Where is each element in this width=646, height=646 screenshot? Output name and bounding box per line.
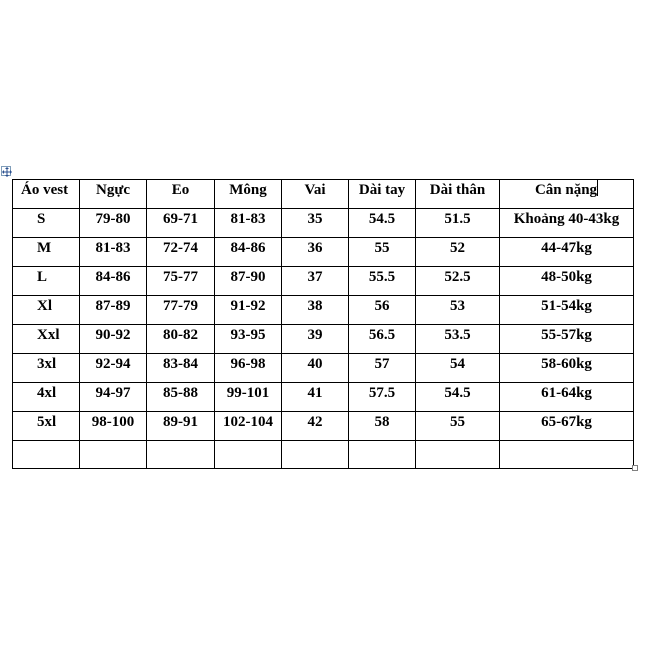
table-cell[interactable]: [282, 441, 349, 469]
table-cell[interactable]: 35: [282, 209, 349, 238]
table-cell[interactable]: 38: [282, 296, 349, 325]
table-cell[interactable]: 57.5: [349, 383, 416, 412]
table-cell[interactable]: 81-83: [215, 209, 282, 238]
header-cell-text: Cân nặng: [534, 182, 598, 198]
table-cell[interactable]: [500, 441, 634, 469]
size-chart-table: [12, 179, 634, 469]
header-cell[interactable]: Dài tay: [349, 180, 416, 209]
table-cell[interactable]: 84-86: [215, 238, 282, 267]
table-cell[interactable]: 52: [416, 238, 500, 267]
table-cell[interactable]: 72-74: [147, 238, 215, 267]
table-cell[interactable]: 91-92: [215, 296, 282, 325]
table-cell[interactable]: 39: [282, 325, 349, 354]
table-cell[interactable]: S: [13, 209, 80, 238]
table-cell[interactable]: 80-82: [147, 325, 215, 354]
table-cell[interactable]: [215, 441, 282, 469]
table-cell[interactable]: 51.5: [416, 209, 500, 238]
table-cell[interactable]: 54: [416, 354, 500, 383]
table-cell[interactable]: 65-67kg: [500, 412, 634, 441]
header-cell[interactable]: Dài thân: [416, 180, 500, 209]
table-cell[interactable]: [13, 441, 80, 469]
table-cell[interactable]: [80, 441, 147, 469]
table-cell[interactable]: 54.5: [349, 209, 416, 238]
table-cell[interactable]: [349, 441, 416, 469]
table-cell[interactable]: 81-83: [80, 238, 147, 267]
text-cursor: [597, 180, 598, 196]
table-cell[interactable]: 36: [282, 238, 349, 267]
table-cell[interactable]: Khoảng 40-43kg: [500, 209, 634, 238]
table-cell[interactable]: 55: [349, 238, 416, 267]
table-cell[interactable]: 77-79: [147, 296, 215, 325]
header-row: [13, 180, 634, 209]
table-cell[interactable]: 92-94: [80, 354, 147, 383]
table-cell[interactable]: 5xl: [13, 412, 80, 441]
table-row: [13, 383, 634, 412]
table-row: [13, 354, 634, 383]
table-row: [13, 238, 634, 267]
table-cell[interactable]: 40: [282, 354, 349, 383]
table-cell[interactable]: 41: [282, 383, 349, 412]
table-cell[interactable]: 3xl: [13, 354, 80, 383]
table-cell[interactable]: L: [13, 267, 80, 296]
table-cell[interactable]: 37: [282, 267, 349, 296]
table-cell[interactable]: 93-95: [215, 325, 282, 354]
table-cell[interactable]: 4xl: [13, 383, 80, 412]
table-cell[interactable]: 69-71: [147, 209, 215, 238]
table-row: [13, 325, 634, 354]
table-cell[interactable]: 84-86: [80, 267, 147, 296]
table-cell[interactable]: 85-88: [147, 383, 215, 412]
table-cell[interactable]: 58-60kg: [500, 354, 634, 383]
table-cell[interactable]: 48-50kg: [500, 267, 634, 296]
table-cell[interactable]: 102-104: [215, 412, 282, 441]
table-cell[interactable]: 57: [349, 354, 416, 383]
header-cell[interactable]: Vai: [282, 180, 349, 209]
table-cell[interactable]: 55: [416, 412, 500, 441]
table-cell[interactable]: 55.5: [349, 267, 416, 296]
table-row: [13, 296, 634, 325]
table-cell[interactable]: 51-54kg: [500, 296, 634, 325]
table-cell[interactable]: 54.5: [416, 383, 500, 412]
header-cell[interactable]: Áo vest: [13, 180, 80, 209]
table-cell[interactable]: 87-89: [80, 296, 147, 325]
header-cell[interactable]: Mông: [215, 180, 282, 209]
table-row: [13, 209, 634, 238]
move-arrows-icon: [2, 167, 12, 177]
table-cell[interactable]: 56: [349, 296, 416, 325]
table-cell[interactable]: 44-47kg: [500, 238, 634, 267]
table-cell[interactable]: M: [13, 238, 80, 267]
table-cell[interactable]: 52.5: [416, 267, 500, 296]
table-cell[interactable]: 94-97: [80, 383, 147, 412]
resize-handle-icon[interactable]: [632, 465, 638, 471]
table-row-empty: [13, 441, 634, 469]
table-cell[interactable]: 53.5: [416, 325, 500, 354]
header-cell[interactable]: Eo: [147, 180, 215, 209]
table-cell[interactable]: 90-92: [80, 325, 147, 354]
table-cell[interactable]: 99-101: [215, 383, 282, 412]
table-cell[interactable]: 79-80: [80, 209, 147, 238]
table-cell[interactable]: 75-77: [147, 267, 215, 296]
table-cell[interactable]: 58: [349, 412, 416, 441]
table-cell[interactable]: Xl: [13, 296, 80, 325]
table-cell[interactable]: 98-100: [80, 412, 147, 441]
table-cell[interactable]: 87-90: [215, 267, 282, 296]
table-cell[interactable]: 55-57kg: [500, 325, 634, 354]
table-cell[interactable]: 42: [282, 412, 349, 441]
table-cell[interactable]: 83-84: [147, 354, 215, 383]
table-row: [13, 412, 634, 441]
table-row: [13, 267, 634, 296]
table-cell[interactable]: 53: [416, 296, 500, 325]
header-cell[interactable]: Ngực: [80, 180, 147, 209]
table-cell[interactable]: [416, 441, 500, 469]
header-cell-with-cursor[interactable]: [500, 180, 634, 209]
table-cell[interactable]: [147, 441, 215, 469]
table-move-handle[interactable]: [1, 166, 11, 176]
table-cell[interactable]: 56.5: [349, 325, 416, 354]
table-cell[interactable]: 96-98: [215, 354, 282, 383]
table-cell[interactable]: Xxl: [13, 325, 80, 354]
table-cell[interactable]: 61-64kg: [500, 383, 634, 412]
table-cell[interactable]: 89-91: [147, 412, 215, 441]
